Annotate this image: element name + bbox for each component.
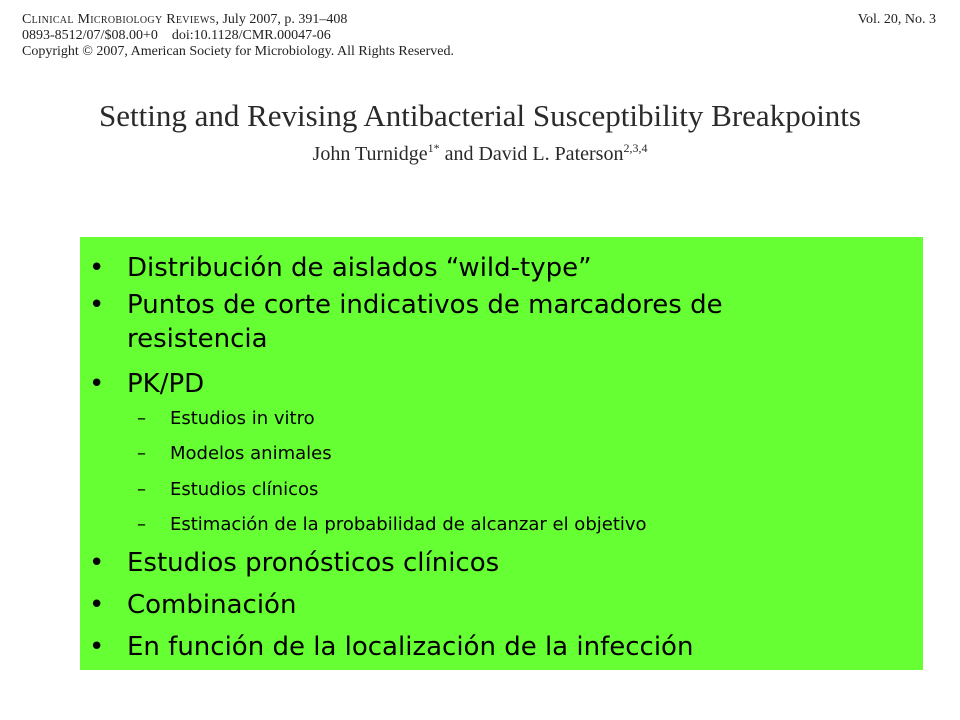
bullet-text-continuation: resistencia [127,324,268,354]
bullet-marker: • [89,590,105,620]
author-turnidge: John Turnidge [312,143,428,165]
bullet-marker: • [89,548,105,578]
dash-marker: – [137,443,146,464]
bullet-marker: • [89,632,105,662]
issn-doi: 0893-8512/07/$08.00+0 doi:10.1128/CMR.00047-06 [22,28,331,43]
bullet-text: Distribución de aislados “wild-type” [127,253,592,283]
copyright-line: Copyright © 2007, American Society for Microbiology. All Rights Reserved. [22,44,455,59]
bullet-text: Puntos de corte indicativos de marcadores de [127,290,723,320]
sub-bullet-text: Estudios clínicos [170,479,319,500]
bullet-marker: • [89,369,105,399]
sub-bullet-text: Modelos animales [170,443,332,464]
journal-name: Clinical Microbiology Reviews [22,12,216,27]
authors-and: and [439,143,479,165]
author-turnidge-affiliation: 1* [427,141,440,155]
bullet-marker: • [89,290,105,320]
bullet-text: Combinación [127,590,297,620]
volume-number: Vol. 20, No. 3 [857,12,936,27]
dash-marker: – [137,514,146,535]
paper-title: Setting and Revising Antibacterial Susceptibility Breakpoints [99,98,861,133]
paper-authors [0,142,960,166]
sub-bullet-text: Estudios in vitro [170,408,315,429]
dash-marker: – [137,479,146,500]
bullet-text: En función de la localización de la infección [127,632,694,662]
journal-issue: , July 2007, p. 391–408 [215,12,348,27]
bullet-text: Estudios pronósticos clínicos [127,548,500,578]
sub-bullet-text: Estimación de la probabilidad de alcanzar el objetivo [170,514,647,535]
journal-citation [22,12,347,28]
author-paterson: David L. Paterson [478,143,624,165]
bullet-marker: • [89,253,105,283]
slide-bullet-box [80,237,923,670]
bullet-text: PK/PD [127,369,205,399]
dash-marker: – [137,408,146,429]
author-paterson-affiliation: 2,3,4 [623,141,648,155]
